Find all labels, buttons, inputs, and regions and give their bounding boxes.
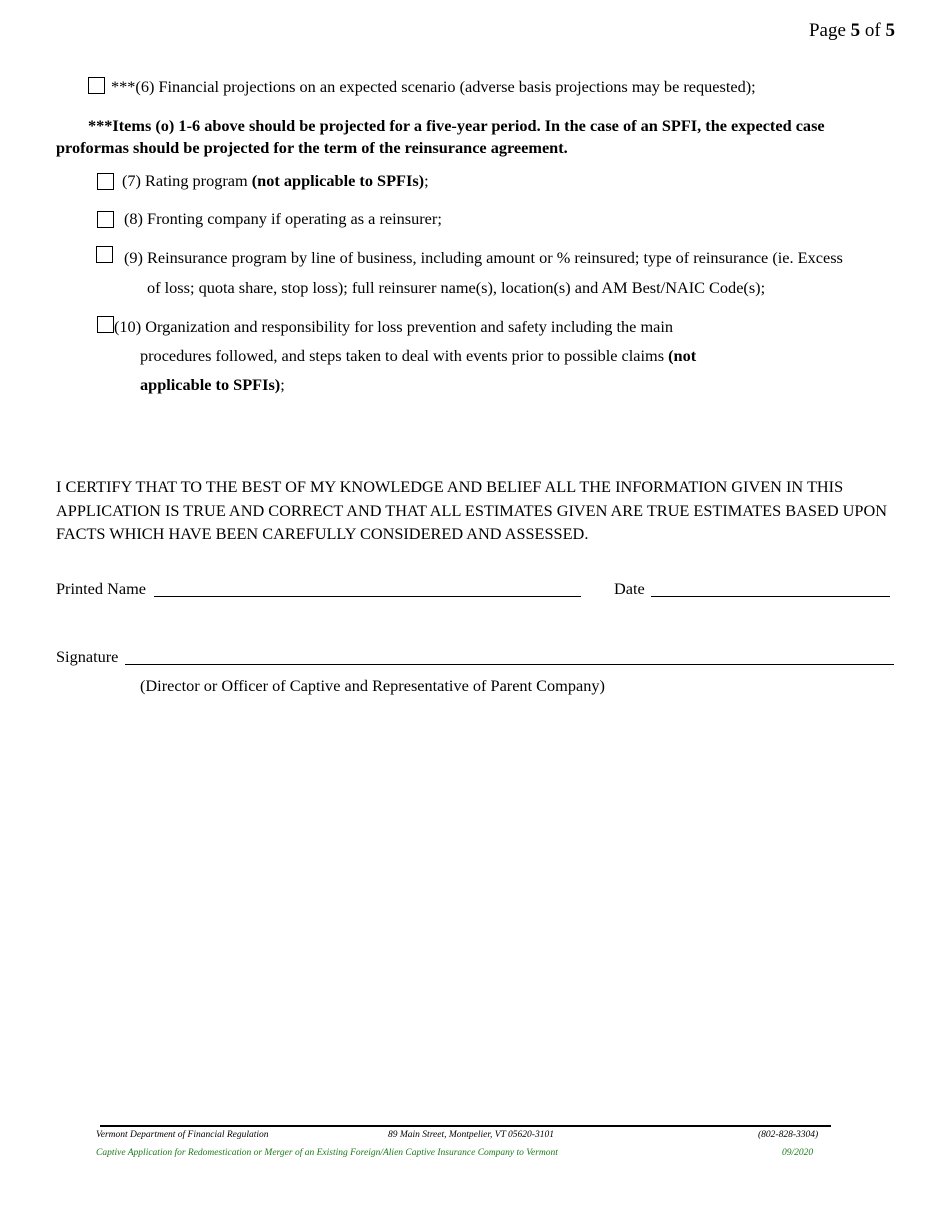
item-6-text: ***(6) Financial projections on an expected scenario (adverse basis projections may be requested); (111, 77, 756, 96)
item-10-line-2: procedures followed, and steps taken to deal with events prior to possible claims (not (140, 346, 697, 365)
footer-address: 89 Main Street, Montpelier, VT 05620-3101 (388, 1130, 554, 1140)
item-9-line-1: (9) Reinsurance program by line of business, including amount or % reinsured; type of reinsurance (ie. Excess (124, 248, 843, 267)
item-10-line-1: (10) Organization and responsibility for loss prevention and safety including the main (114, 317, 674, 336)
item-9-line-2: of loss; quota share, stop loss); full reinsurer name(s), location(s) and AM Best/NAIC Code(s); (147, 278, 766, 297)
item-6-checkbox[interactable] (88, 77, 105, 94)
printed-name-field[interactable] (154, 596, 581, 597)
date-field[interactable] (651, 596, 890, 597)
date-label: Date (614, 579, 645, 598)
footer-form-date: 09/2020 (782, 1148, 814, 1158)
signature-field[interactable] (125, 664, 894, 665)
page-number: Page 5 of 5 (808, 20, 895, 41)
footer-form-title: Captive Application for Redomestication or Merger of an Existing Foreign/Alien Captive Insurance Company to Vermont (96, 1148, 558, 1158)
printed-name-label: Printed Name (56, 579, 146, 598)
item-10-line-3: applicable to SPFIs); (140, 375, 285, 394)
certification-statement: I CERTIFY THAT TO THE BEST OF MY KNOWLEDGE AND BELIEF ALL THE INFORMATION GIVEN IN THIS APPLICATION IS TRUE AND CORRECT AND THAT ALL ESTIMATES GIVEN ARE TRUE ESTIMATES BASED UPON FACTS WHICH HAVE BEEN CAREFULLY CONSIDERED AND ASSESSED. (56, 477, 888, 543)
footer-org: Vermont Department of Financial Regulation (96, 1130, 269, 1140)
projection-note: ***Items (o) 1-6 above should be projected for a five-year period. In the case of an SPFI, the expected case proformas should be projected for the term of the reinsurance agreement. (56, 116, 825, 157)
signature-caption: (Director or Officer of Captive and Representative of Parent Company) (140, 676, 605, 695)
item-10-checkbox[interactable] (97, 316, 114, 333)
footer-phone: (802-828-3304) (758, 1130, 819, 1140)
item-7-text: (7) Rating program (not applicable to SPFIs); (122, 171, 429, 190)
item-8-text: (8) Fronting company if operating as a reinsurer; (124, 209, 442, 228)
item-7-checkbox[interactable] (97, 173, 114, 190)
footer-divider (100, 1125, 831, 1127)
item-9-checkbox[interactable] (96, 246, 113, 263)
signature-label: Signature (56, 647, 119, 666)
item-8-checkbox[interactable] (97, 211, 114, 228)
